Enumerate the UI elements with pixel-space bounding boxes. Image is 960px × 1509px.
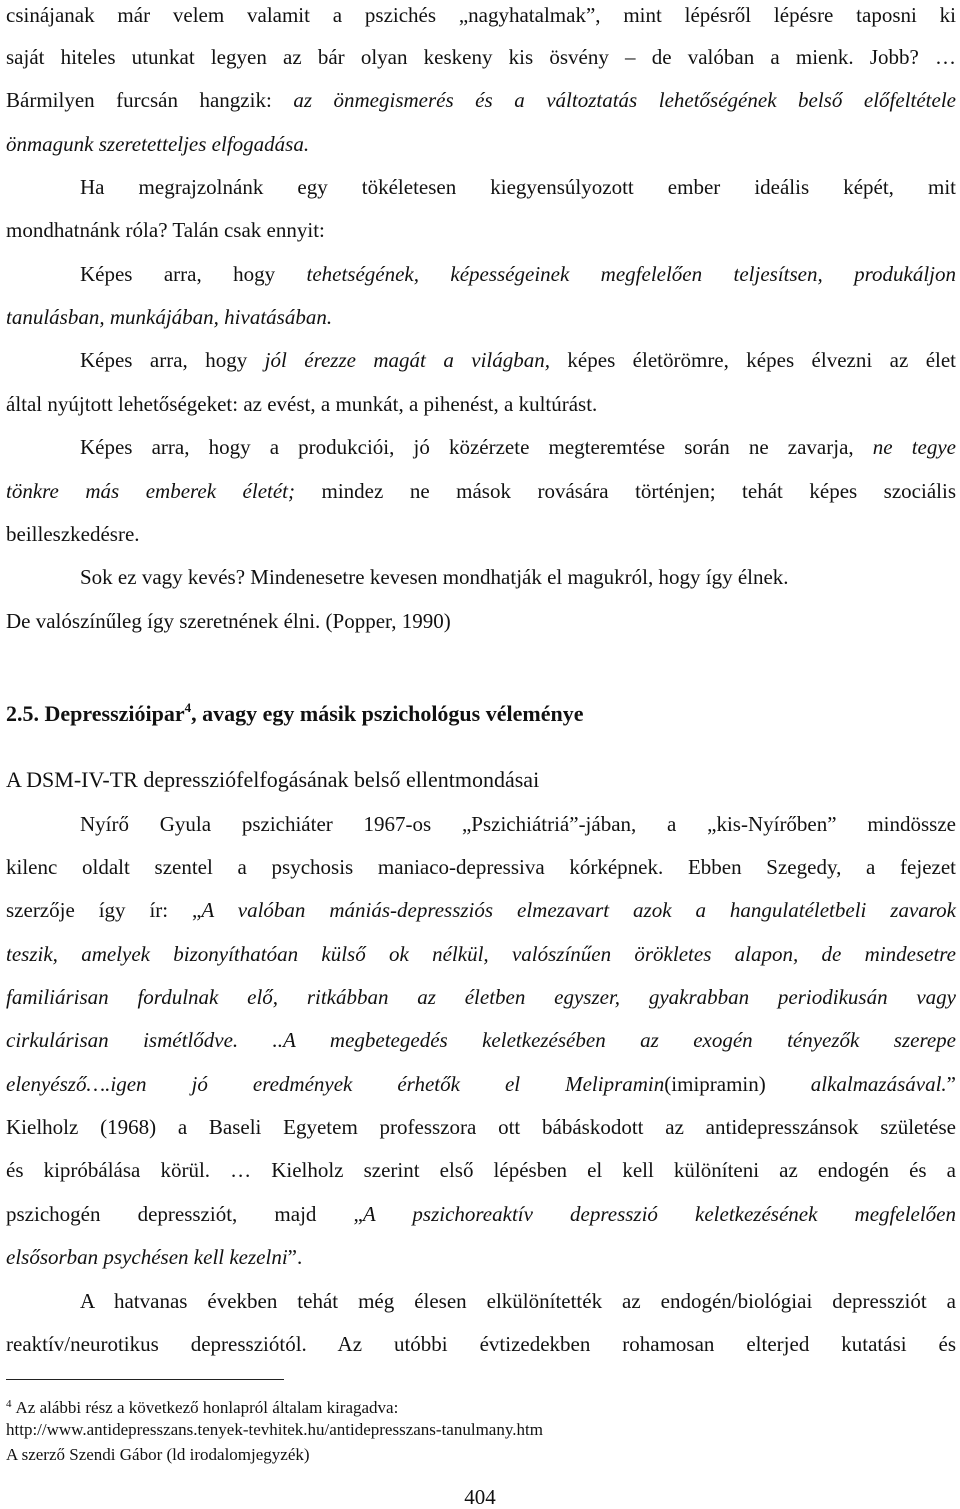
text-line (6, 606, 956, 636)
text-run: által nyújtott lehetőségeket: az evést, a munkát, a pihenést, a kultúrást. (6, 392, 598, 416)
section-heading (6, 693, 956, 729)
text-run: ” (946, 1072, 956, 1096)
footnote-reference: 4 (184, 700, 192, 715)
text-line (6, 765, 956, 795)
text-run: A hatvanas években tehát még élesen elkülönítették az endogén/biológiai depressziót a (80, 1289, 956, 1313)
text-run: saját hiteles utunkat legyen az bár olyan keskeny kis ösvény – de valóban a mienk. Jobb? … (6, 45, 956, 69)
page-number: 404 (464, 1485, 496, 1509)
text-run: Sok ez vagy kevés? Mindenesetre kevesen mondhatják el magukról, hogy így élnek. (80, 565, 789, 589)
text-run: Kielholz (1968) a Baseli Egyetem professzora ott bábáskodott az antidepresszánsok születése (6, 1115, 956, 1139)
text-line (6, 1155, 956, 1185)
text-run: szerzője így ír: „ (6, 898, 202, 922)
footnote-mark: 4 (6, 1398, 12, 1410)
text-line (6, 519, 956, 549)
text-line (6, 389, 956, 419)
italic-text: önmagunk szeretetteljes elfogadása. (6, 132, 310, 156)
text-run: Képes arra, hogy a produkciói, jó közérzete megteremtése során ne zavarja, (80, 435, 873, 459)
text-run: Ha megrajzolnánk egy tökéletesen kiegyensúlyozott ember ideális képét, mit (80, 175, 956, 199)
text-run: ”. (287, 1245, 303, 1269)
section-title-end: , avagy egy másik pszichológus véleménye (191, 701, 584, 726)
text-line (80, 432, 956, 462)
italic-text: az önmegismerés és a változtatás lehetőségének belső előfeltétele (293, 88, 956, 112)
italic-text: cirkulárisan ismétlődve. ..A megbetegedés keletkezésében az exogén tényezők szerepe (6, 1028, 956, 1052)
text-line (6, 1199, 956, 1229)
text-line (6, 1242, 956, 1272)
text-line (6, 852, 956, 882)
text-run: De valószínűleg így szeretnének élni. (Popper, 1990) (6, 609, 451, 633)
text-run: reaktív/neurotikus depressziótól. Az utóbbi évtizedekben rohamosan elterjed kutatási és (6, 1332, 956, 1356)
text-line (6, 1025, 956, 1055)
footnote-line-1 (6, 1393, 398, 1419)
text-run: (imipramin) (664, 1072, 811, 1096)
text-run: csinájanak már velem valamit a pszichés „nagyhatalmak”, mint lépésről lépésre taposni ki (6, 3, 956, 27)
text-line (6, 895, 956, 925)
section-title-start: Depresszióipar (44, 701, 185, 726)
italic-text: tehetségének, képességeinek megfelelően teljesítsen, produkáljon (306, 262, 956, 286)
text-run: beilleszkedésre. (6, 522, 140, 546)
footnote-url: http://www.antidepresszans.tenyek-tevhitek.hu/antidepresszans-tanulmany.htm (6, 1420, 543, 1439)
italic-text: ne tegye (872, 435, 957, 459)
text-run: képes életörömre, képes élvezni az élet (550, 348, 957, 372)
text-line (6, 0, 956, 30)
text-run: kilenc oldalt szentel a psychosis maniaco-depressiva kórképnek. Ebben Szegedy, a fejezet (6, 855, 956, 879)
italic-text: elenyésző….igen jó eredmények érhetők el Melipramin (6, 1072, 665, 1096)
italic-text: teszik, amelyek bizonyíthatóan külső ok nélkül, valószínűen örökletes alapon, de mindesetre (6, 942, 956, 966)
text-line (80, 1286, 956, 1316)
text-run: A DSM-IV-TR depressziófelfogásának belső ellentmondásai (6, 767, 540, 792)
text-run: pszichogén depressziót, majd „ (6, 1202, 363, 1226)
italic-text: tönkre más emberek életét; (6, 479, 296, 503)
text-line (80, 809, 956, 839)
footnote-text: Az alábbi rész a következő honlapról általam kiragadva: (15, 1398, 399, 1417)
text-line (6, 1112, 956, 1142)
italic-text: A valóban mániás-depressziós elmezavart azok a hangulatéletbeli zavarok (201, 898, 957, 922)
italic-text: familiárisan fordulnak elő, ritkábban az életben egyszer, gyakrabban periodikusán vagy (6, 985, 956, 1009)
text-run: Képes arra, hogy (80, 348, 265, 372)
text-run: és kipróbálása körül. … Kielholz szerint első lépésben el kell különíteni az endogén és a (6, 1158, 956, 1182)
text-run: mondhatnánk róla? Talán csak ennyit: (6, 218, 325, 242)
text-line (6, 1329, 956, 1359)
italic-text: jól érezze magát a világban, (264, 348, 550, 372)
text-line (80, 172, 956, 202)
footnote-line-3: A szerző Szendi Gábor (ld irodalomjegyzék) (6, 1445, 310, 1464)
italic-text: elsősorban psychésen kell kezelni (6, 1245, 288, 1269)
text-run: Nyírő Gyula pszichiáter 1967-os „Pszichiátriá”-jában, a „kis-Nyírőben” mindössze (80, 812, 956, 836)
text-line (6, 129, 956, 159)
text-line (6, 215, 956, 245)
text-line (6, 42, 956, 72)
text-line (80, 562, 956, 592)
text-line (80, 259, 956, 289)
text-run: Képes arra, hogy (80, 262, 307, 286)
section-number: 2.5. (6, 701, 39, 726)
text-line (6, 1069, 956, 1099)
italic-text: A pszichoreaktív depresszió keletkezésének megfelelően (362, 1202, 957, 1226)
text-line (6, 982, 956, 1012)
italic-text: alkalmazásával. (810, 1072, 947, 1096)
text-line (6, 85, 956, 115)
footnote-separator (6, 1379, 284, 1380)
italic-text: tanulásban, munkájában, hivatásában. (6, 305, 333, 329)
text-run: Bármilyen furcsán hangzik: (6, 88, 294, 112)
text-line (6, 939, 956, 969)
text-line (6, 476, 956, 506)
text-line (6, 302, 956, 332)
text-line (80, 345, 956, 375)
text-run: mindez ne mások rovására történjen; tehát képes szociális (295, 479, 956, 503)
